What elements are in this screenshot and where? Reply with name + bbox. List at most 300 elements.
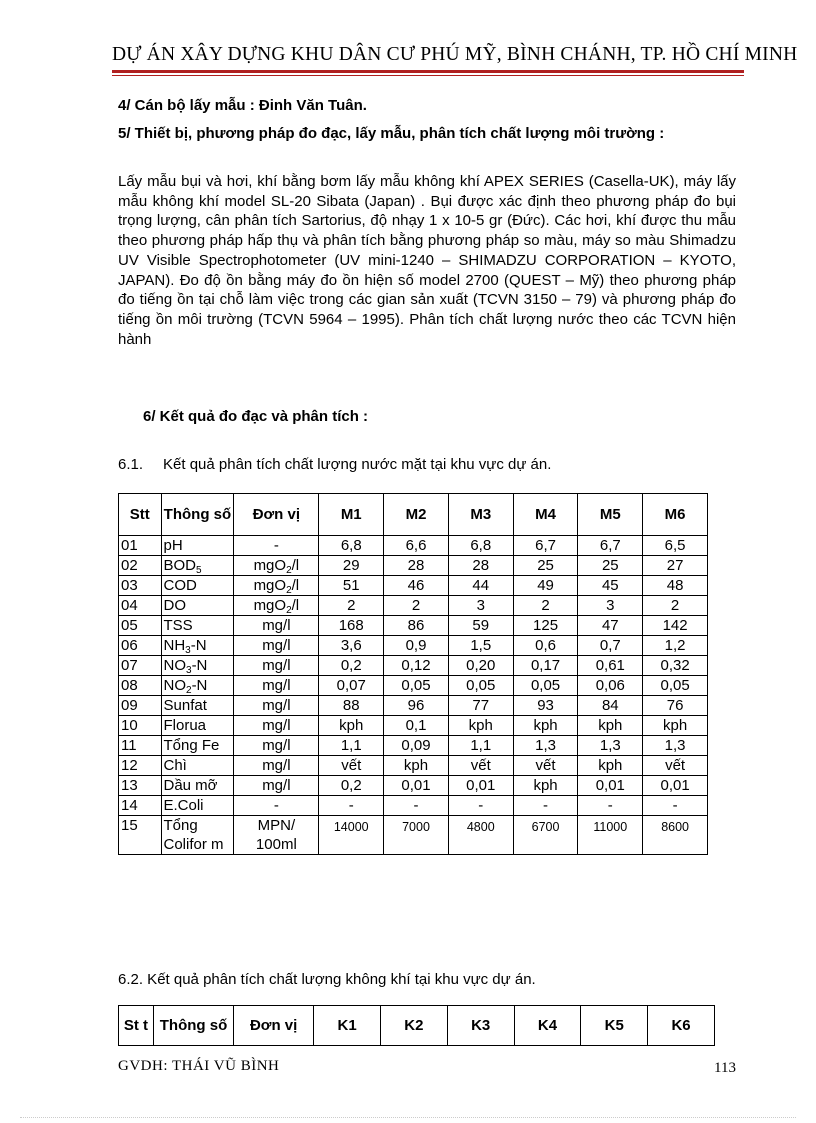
measurement-value (643, 616, 708, 636)
cell-text: 6,5 (664, 537, 686, 554)
cell-text: 4800 (466, 820, 495, 834)
measurement-value (319, 816, 384, 855)
measurement-value (643, 736, 708, 756)
water-table-row (119, 596, 708, 616)
row-number (119, 696, 162, 716)
cell-text: kph (533, 717, 558, 734)
parameter-name (161, 596, 234, 616)
parameter-name (161, 696, 234, 716)
subscript: 5 (196, 565, 202, 576)
cell-text: kph (403, 757, 429, 774)
cell-text: 01 (121, 537, 138, 554)
cell-text: - (543, 797, 549, 814)
cell-text: 3 (606, 597, 615, 614)
water-table-row (119, 636, 708, 656)
cell-text: -N (190, 637, 207, 654)
measurement-value (643, 716, 708, 736)
measurement-value (578, 536, 643, 556)
cell-text: 1,3 (664, 737, 686, 754)
measurement-value (319, 656, 384, 676)
measurement-value (448, 696, 513, 716)
water-table-row (119, 776, 708, 796)
cell-text: 1,2 (664, 637, 686, 654)
cell-text: Tổng Fe (163, 737, 220, 754)
cell-text: 2 (541, 597, 550, 614)
measurement-value (513, 656, 578, 676)
cell-text: -N (191, 677, 208, 694)
cell-text: 77 (472, 697, 490, 714)
measurement-value (448, 816, 513, 855)
measurement-value (319, 536, 384, 556)
cell-text: 11 (121, 737, 137, 754)
measurement-value (643, 676, 708, 696)
cell-text: 6,6 (405, 537, 427, 554)
parameter-name (161, 736, 234, 756)
cell-text: 03 (121, 577, 138, 594)
measurement-value (448, 616, 513, 636)
page-header-title: DỰ ÁN XÂY DỰNG KHU DÂN CƯ PHÚ MỸ, BÌNH CHÁNH, TP. HỒ CHÍ MINH (112, 44, 798, 65)
cell-text: 3 (476, 597, 485, 614)
cell-text: 96 (407, 697, 425, 714)
measurement-value (319, 776, 384, 796)
cell-text: 7000 (402, 820, 430, 834)
measurement-value (319, 696, 384, 716)
cell-text: 6,8 (470, 537, 492, 554)
cell-text: DO (163, 597, 186, 614)
unit (234, 716, 319, 736)
cell-text: vết (535, 757, 556, 774)
measurement-value (384, 716, 449, 736)
cell-text: Dầu mỡ (163, 777, 218, 794)
cell-text: 0,05 (401, 677, 431, 694)
unit (234, 636, 319, 656)
cell-text: 25 (537, 557, 554, 574)
cell-text: 0,01 (660, 777, 690, 794)
parameter-name (161, 676, 234, 696)
measurement-value (578, 616, 643, 636)
cell-text: 76 (666, 697, 684, 714)
cell-text: BOD (163, 557, 197, 574)
cell-text: /l (291, 577, 300, 594)
header-rule (112, 70, 744, 73)
cell-text: 1,5 (470, 637, 492, 654)
subscript: 2 (286, 605, 292, 616)
cell-text: 2 (347, 597, 356, 614)
row-number (119, 816, 162, 855)
section-4-text: 4/ Cán bộ lấy mẫu : Đinh Văn Tuân. (118, 97, 367, 114)
measurement-value (578, 576, 643, 596)
cell-text: 47 (601, 617, 619, 634)
measurement-value (448, 556, 513, 576)
measurement-value (513, 536, 578, 556)
measurement-value (448, 656, 513, 676)
cell-text: 13 (121, 777, 138, 794)
measurement-value (384, 656, 449, 676)
cell-text: mg/l (262, 697, 291, 714)
unit (234, 816, 319, 855)
cell-text: 51 (342, 577, 360, 594)
water-table-body (119, 536, 708, 855)
measurement-value (578, 756, 643, 776)
measurement-value (643, 796, 708, 816)
cell-text: 45 (601, 577, 619, 594)
unit (234, 576, 319, 596)
cell-text: mg/l (262, 737, 291, 754)
air-table-header: K6 (648, 1006, 715, 1046)
cell-text: 84 (601, 697, 619, 714)
subscript: 3 (186, 665, 192, 676)
cell-text: 0,1 (405, 717, 427, 734)
air-table-header: K1 (314, 1006, 381, 1046)
cell-text: 49 (537, 577, 554, 594)
cell-text: mg/l (262, 757, 291, 774)
cell-text: 28 (472, 557, 490, 574)
row-number (119, 676, 162, 696)
cell-text: 09 (121, 697, 138, 714)
unit (234, 696, 319, 716)
cell-text: 1,1 (470, 737, 492, 754)
measurement-value (384, 756, 449, 776)
subscript: 2 (186, 685, 192, 696)
cell-text: 0,6 (535, 637, 556, 654)
measurement-value (578, 656, 643, 676)
cell-text: 1,3 (599, 737, 621, 754)
cell-text: 08 (121, 677, 138, 694)
water-table-row (119, 736, 708, 756)
cell-text: kph (468, 717, 493, 734)
measurement-value (513, 676, 578, 696)
cell-text: 15 (121, 817, 138, 834)
cell-text: NO (163, 677, 186, 694)
unit (234, 776, 319, 796)
water-table-header: M5 (578, 494, 643, 536)
cell-text: 0,05 (660, 677, 690, 694)
cell-text: COD (163, 577, 197, 594)
section-5-heading: 5/ Thiết bị, phương pháp đo đạc, lấy mẫu, phân tích chất lượng môi trường : (118, 125, 665, 142)
measurement-value (384, 616, 449, 636)
cell-text: vết (341, 757, 362, 774)
cell-text: 48 (666, 577, 684, 594)
parameter-name (161, 776, 234, 796)
unit (234, 536, 319, 556)
cell-text: Chì (163, 757, 187, 774)
cell-text: mg/l (262, 717, 291, 734)
row-number (119, 796, 162, 816)
water-table-row (119, 556, 708, 576)
measurement-value (513, 816, 578, 855)
unit (234, 616, 319, 636)
measurement-value (319, 616, 384, 636)
measurement-value (448, 536, 513, 556)
water-table-header: M4 (513, 494, 578, 536)
cell-text: 02 (121, 557, 138, 574)
cell-text: 0,32 (660, 657, 690, 674)
cell-text: 0,20 (466, 657, 496, 674)
measurement-value (319, 736, 384, 756)
measurement-value (384, 736, 449, 756)
air-quality-table (118, 1005, 715, 1046)
cell-text: 14 (121, 797, 138, 814)
cell-text: 0,01 (466, 777, 496, 794)
water-table-row (119, 576, 708, 596)
footer-advisor: GVDH: THÁI VŨ BÌNH (118, 1058, 280, 1074)
cell-text: 04 (121, 597, 138, 614)
cell-text: pH (163, 537, 183, 554)
measurement-value (513, 556, 578, 576)
measurement-value (384, 796, 449, 816)
measurement-value (513, 636, 578, 656)
measurement-value (384, 536, 449, 556)
row-number (119, 576, 162, 596)
water-table-header-row (119, 494, 708, 536)
row-number (119, 716, 162, 736)
measurement-value (643, 596, 708, 616)
cell-text: 8600 (661, 820, 689, 834)
measurement-value (643, 696, 708, 716)
measurement-value (448, 716, 513, 736)
measurement-value (319, 576, 384, 596)
measurement-value (513, 756, 578, 776)
cell-text: 93 (537, 697, 554, 714)
air-table-header: K5 (581, 1006, 648, 1046)
measurement-value (643, 636, 708, 656)
header-rule-thin (112, 75, 744, 76)
cell-text: kph (533, 777, 558, 794)
unit (234, 656, 319, 676)
subscript: 2 (286, 585, 292, 596)
cell-text: vết (665, 757, 686, 774)
measurement-value (319, 636, 384, 656)
cell-text: - (413, 797, 419, 814)
unit (234, 756, 319, 776)
air-table-header: Đơn vị (234, 1006, 314, 1046)
cell-text: 0,05 (466, 677, 496, 694)
air-table-header-row (119, 1006, 715, 1046)
measurement-value (384, 676, 449, 696)
cell-text: 0,7 (599, 637, 621, 654)
row-number (119, 536, 162, 556)
measurement-value (643, 756, 708, 776)
measurement-value (578, 816, 643, 855)
cell-text: mg/l (262, 777, 291, 794)
subsection-6-2-title: 6.2. Kết quả phân tích chất lượng không khí tại khu vực dự án. (118, 971, 536, 988)
water-table-row (119, 716, 708, 736)
measurement-value (578, 556, 643, 576)
water-table-row (119, 536, 708, 556)
water-table-row (119, 796, 708, 816)
parameter-name (161, 756, 234, 776)
measurement-value (448, 576, 513, 596)
measurement-value (384, 556, 449, 576)
parameter-name (161, 616, 234, 636)
cell-text: 0,05 (530, 677, 561, 694)
cell-text: 168 (338, 617, 364, 634)
section-5-body: Lấy mẫu bụi và hơi, khí bằng bơm lấy mẫu không khí APEX SERIES (Casella-UK), máy lấy mẫu không khí model SL-20 Sibata (Japan) . Bụi được xác định theo phương pháp đo bụi trọng lượng, cân phân tích Sartorius, độ nhạy 1 x 10-5 gr (Đức). Các hơi, khí được thu mẫu theo phương pháp hấp thụ và phân tích bằng phương pháp so màu, máy so màu Shimadzu UV Visible Spectrophotometer (UV mini-1240 – SHIMADZU CORPORATION – KYOTO, JAPAN). Đo độ ồn bằng máy đo ồn hiện số model 2700 (QUEST – Mỹ) theo phương pháp đo tiếng ồn tại chỗ làm việc trong các gian sản xuất (TCVN 3150 – 79) và phương pháp đo tiếng ồn môi trường (TCVN 5964 – 1995). Phân tích chất lượng nước theo các TCVN hiện hành (118, 173, 736, 348)
cell-text: - (672, 797, 678, 814)
measurement-value (578, 696, 643, 716)
measurement-value (643, 536, 708, 556)
cell-text: mg/l (262, 637, 291, 654)
cell-text: 2 (411, 597, 421, 614)
cell-text: 0,17 (530, 657, 561, 674)
measurement-value (319, 596, 384, 616)
measurement-value (448, 676, 513, 696)
measurement-value (384, 776, 449, 796)
measurement-value (448, 776, 513, 796)
cell-text: - (273, 537, 279, 554)
parameter-name (161, 796, 234, 816)
measurement-value (319, 556, 384, 576)
unit (234, 556, 319, 576)
cell-text: 25 (601, 557, 619, 574)
measurement-value (448, 596, 513, 616)
water-table-header: M1 (319, 494, 384, 536)
parameter-name (161, 536, 234, 556)
water-table-header: M3 (448, 494, 513, 536)
measurement-value (513, 616, 578, 636)
water-quality-table (118, 493, 708, 855)
page-bottom-divider (20, 1117, 796, 1118)
section-6-heading: 6/ Kết quả đo đạc và phân tích : (143, 408, 369, 425)
cell-text: - (348, 797, 354, 814)
measurement-value (578, 776, 643, 796)
row-number (119, 656, 162, 676)
measurement-value (384, 576, 449, 596)
subscript: 3 (185, 645, 191, 656)
cell-text: -N (191, 657, 208, 674)
cell-text: 59 (472, 617, 490, 634)
water-table-row (119, 816, 708, 855)
water-table-row (119, 756, 708, 776)
cell-text: 0,61 (595, 657, 625, 674)
unit (234, 596, 319, 616)
cell-text: 12 (121, 757, 138, 774)
measurement-value (448, 636, 513, 656)
subsection-6-1-number: 6.1. (118, 456, 144, 473)
cell-text: vết (470, 757, 491, 774)
cell-text: /l (291, 597, 300, 614)
cell-text: MPN/ 100ml (255, 817, 297, 853)
cell-text: mg/l (262, 617, 291, 634)
cell-text: 0,12 (401, 657, 431, 674)
page-number: 113 (714, 1060, 736, 1076)
measurement-value (643, 556, 708, 576)
cell-text: 0,09 (401, 737, 431, 754)
cell-text: 86 (407, 617, 425, 634)
measurement-value (448, 736, 513, 756)
measurement-value (319, 756, 384, 776)
cell-text: NO (163, 657, 186, 674)
cell-text: 44 (472, 577, 490, 594)
cell-text: kph (663, 717, 688, 734)
row-number (119, 776, 162, 796)
unit (234, 736, 319, 756)
cell-text: 27 (666, 557, 684, 574)
parameter-name (161, 656, 234, 676)
cell-text: 28 (407, 557, 425, 574)
cell-text: - (273, 797, 279, 814)
cell-text: TSS (163, 617, 193, 634)
cell-text: /l (291, 557, 300, 574)
parameter-name (161, 636, 234, 656)
row-number (119, 596, 162, 616)
cell-text: 6700 (531, 820, 560, 834)
measurement-value (384, 696, 449, 716)
cell-text: 88 (342, 697, 360, 714)
measurement-value (384, 816, 449, 855)
row-number (119, 636, 162, 656)
cell-text: - (607, 797, 613, 814)
cell-text: 0,01 (595, 777, 625, 794)
unit (234, 796, 319, 816)
air-table-header: K3 (447, 1006, 514, 1046)
cell-text: 0,2 (340, 777, 362, 794)
cell-text: 1,3 (535, 737, 556, 754)
measurement-value (578, 736, 643, 756)
measurement-value (513, 576, 578, 596)
water-table-row (119, 676, 708, 696)
measurement-value (578, 716, 643, 736)
subsection-6-1 (118, 456, 736, 475)
cell-text: kph (339, 717, 364, 734)
row-number (119, 616, 162, 636)
cell-text: 3,6 (340, 637, 362, 654)
cell-text: 14000 (333, 820, 369, 834)
measurement-value (319, 676, 384, 696)
parameter-name (161, 576, 234, 596)
cell-text: 29 (342, 557, 360, 574)
cell-text: 6,8 (340, 537, 362, 554)
cell-text: 0,9 (405, 637, 427, 654)
cell-text: 6,7 (535, 537, 556, 554)
row-number (119, 556, 162, 576)
measurement-value (319, 716, 384, 736)
cell-text: 11000 (593, 820, 628, 834)
measurement-value (513, 596, 578, 616)
cell-text: 0,07 (336, 677, 366, 694)
cell-text: mgO (253, 557, 287, 574)
cell-text: 0,06 (595, 677, 625, 694)
measurement-value (578, 636, 643, 656)
parameter-name (161, 556, 234, 576)
water-table-header: M2 (384, 494, 449, 536)
cell-text: mgO (253, 597, 287, 614)
cell-text: 0,2 (340, 657, 362, 674)
measurement-value (513, 696, 578, 716)
cell-text: E.Coli (163, 797, 204, 814)
water-table-header: Stt (119, 494, 162, 536)
air-table-header: St t (119, 1006, 154, 1046)
row-number (119, 736, 162, 756)
measurement-value (513, 796, 578, 816)
water-table-row (119, 656, 708, 676)
cell-text: mgO (253, 577, 287, 594)
cell-text: 1,1 (340, 737, 362, 754)
unit (234, 676, 319, 696)
row-number (119, 756, 162, 776)
subsection-6-1-title: Kết quả phân tích chất lượng nước mặt tại khu vực dự án. (163, 456, 552, 473)
cell-text: Sunfat (163, 697, 207, 714)
cell-text: 46 (407, 577, 425, 594)
cell-text: Florua (163, 717, 207, 734)
measurement-value (578, 796, 643, 816)
water-table-header: Thông số (161, 494, 234, 536)
water-table-header: M6 (643, 494, 708, 536)
measurement-value (319, 796, 384, 816)
cell-text: 125 (533, 617, 559, 634)
water-table-header: Đơn vị (234, 494, 319, 536)
cell-text: 142 (662, 617, 688, 634)
